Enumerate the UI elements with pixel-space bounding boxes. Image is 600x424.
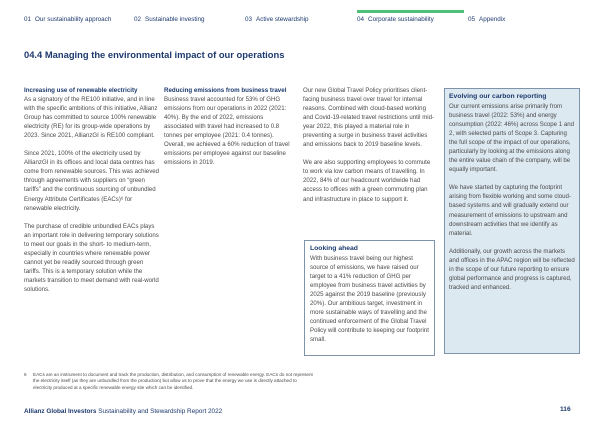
carbon-reporting-box — [444, 88, 580, 354]
paragraph: Since 2021, 100% of the electricity used by AllianzGI in its offices and local data centres has come from renewable sources. This was achieved through agreements with suppliers on “green tariffs” and the continuous sourcing of unbundled Energy Attribute Certificates (EACs)⁶ for renewable electricity. — [24, 150, 160, 212]
footnote-number: 6 — [24, 372, 27, 377]
paragraph: Our new Global Travel Policy prioritises client-facing business travel over travel for internal reasons. Combined with cloud-based working and Covid-19-related travel restrictions until mid-year 2022, this played a material role in preventing a surge in business travel activities and emissions back to 2019 baseline levels. — [303, 87, 435, 149]
looking-ahead-box — [304, 240, 435, 356]
footnote — [24, 372, 314, 391]
section-heading: Increasing use of renewable electricity — [24, 87, 138, 94]
nav-item-number: 01 — [24, 16, 32, 23]
paragraph: The purchase of credible unbundled EACs plays an important role in delivering temporary solutions to meet our goals in the short- to medium-term, especially in countries where renewable power cannot yet be readily sourced through green tariffs. This is a temporary solution while the markets transition to meet demand with real-world solutions. — [24, 222, 159, 293]
paragraph: Our current emissions arise primarily from business travel (2022: 53%) and energy consumption (2022: 46%) across Scope 1 and 2, with selected parts of Scope 3. Capturing the full scope of the impact of our operations, particularly by looking at the emissions along the entire value chain of the company, will be equally important. — [449, 103, 574, 174]
footer-report-title: Sustainability and Stewardship Report 2022 — [98, 408, 223, 415]
footer-brand: Allianz Global Investors — [24, 408, 97, 415]
nav-item-number: 02 — [134, 16, 142, 23]
box-heading: Looking ahead — [310, 245, 358, 252]
section-heading: Reducing emissions from business travel — [164, 87, 287, 94]
travel-policy-section — [303, 86, 435, 213]
nav-item-label: Our sustainability approach — [35, 16, 112, 23]
nav-item-label: Corporate sustainability — [368, 16, 434, 23]
nav-item-label: Active stewardship — [256, 16, 309, 23]
nav-item-active-stewardship[interactable] — [245, 16, 309, 23]
paragraph: With business travel being our highest source of emissions, we have raised our target to a 41% reduction of GHG per employee from business travel activities by 2025 against the 2019 baseline (previously 20%). Our ambitious target, investment in more sustainable ways of travelling and the continued enforcement of the Global Travel Policy will contribute to keeping our footprint small. — [310, 255, 429, 344]
nav-item-corporate-sustainability[interactable] — [357, 16, 434, 23]
paragraph: We have started by capturing the footprint arising from flexible working and some cloud-based systems and will gradually extend our measurement of emissions to upstream and downstream activities that we identify as material. — [449, 184, 571, 237]
nav-item-label: Sustainable investing — [145, 16, 205, 23]
nav-item-number: 03 — [245, 16, 253, 23]
nav-item-sustainable-investing[interactable] — [134, 16, 205, 23]
box-heading: Evolving our carbon reporting — [449, 93, 547, 100]
business-travel-section — [164, 86, 294, 176]
nav-item-number: 04 — [357, 16, 365, 23]
paragraph: We are also supporting employees to commute to work via low carbon means of travelling. In 2022, 84% of our headcount worldwide had access to offices with a green commuting plan and infrastructure in place to support it. — [303, 159, 431, 203]
nav-item-sustainability-approach[interactable] — [24, 16, 111, 23]
nav-item-label: Appendix — [479, 16, 506, 23]
footnote-text: EACs are an instrument to document and track the production, distribution, and consumption of renewable energy. EACs do not represent the electricity itself (as they are unbundled from the production) but allow us to prove that the energy we use is directly attached to electricity produced at a specific renewable energy site which can be identified. — [33, 372, 313, 390]
footer — [24, 408, 222, 415]
renewable-electricity-section — [24, 86, 160, 303]
paragraph: As a signatory of the RE100 initiative, and in line with the specific ambitions of this initiative, Allianz Group has committed to source 100% renewable electricity (RE) for its group-wide operations by 2023. Since 2021, AllianzGI is RE100 compliant. — [24, 96, 158, 140]
section-nav — [0, 0, 600, 30]
nav-item-appendix[interactable] — [468, 16, 505, 23]
page-number: 116 — [560, 406, 571, 413]
paragraph: Business travel accounted for 53% of GHG emissions from our operations in 2022 (2021: 40%). By the end of 2022, emissions associated with travel had increased to 0.8 tonnes per employee (2021: 0.4 tonnes). Overall, we achieved a 60% reduction of travel emissions per employee against our baseline emissions in 2019. — [164, 96, 290, 167]
nav-item-number: 05 — [468, 16, 476, 23]
paragraph: Additionally, our growth across the markets and offices in the APAC region will be reflected in the scope of our future reporting to ensure global performance and progress is captured, tracked and enhanced. — [449, 247, 575, 291]
page-title: 04.4 Managing the environmental impact of our operations — [24, 49, 285, 60]
